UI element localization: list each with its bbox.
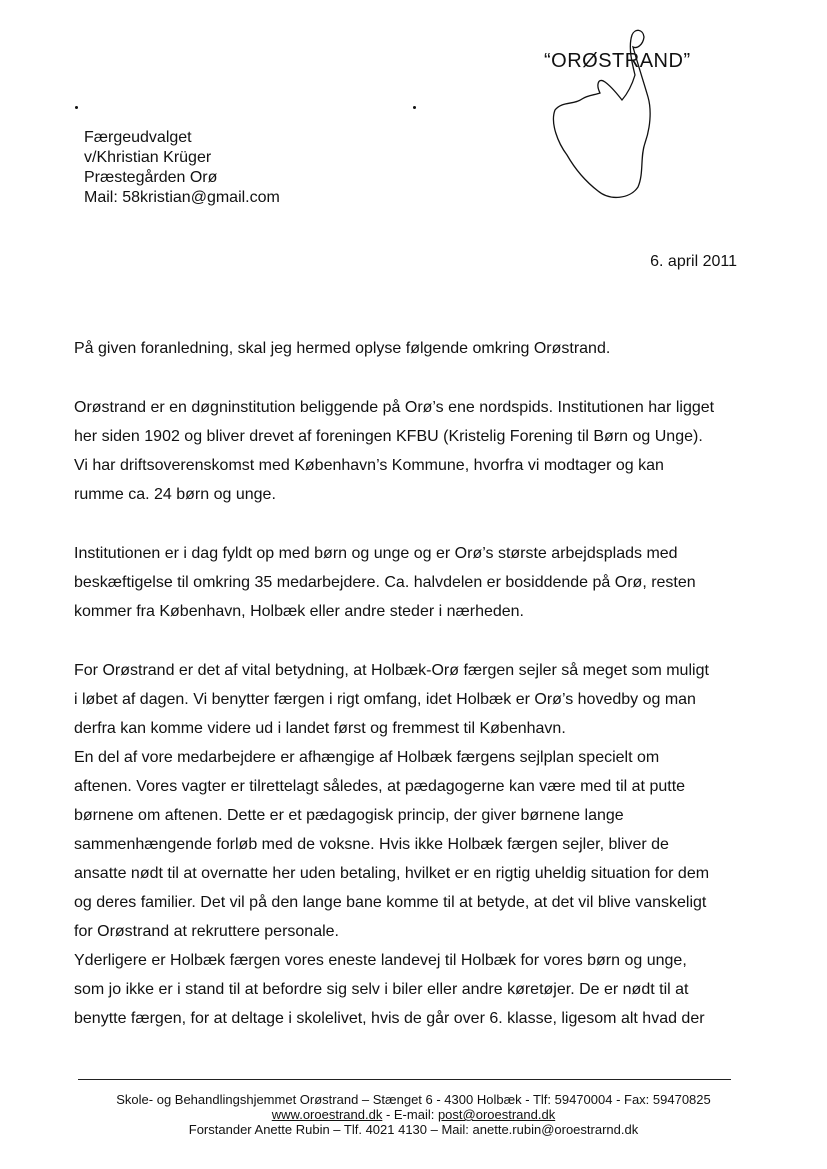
paragraph-workplace — [74, 539, 754, 626]
letter-footer — [40, 1092, 787, 1137]
text-line: for Orøstrand at rekruttere personale. — [74, 923, 339, 940]
text-line: Institutionen er i dag fyldt op med børn og unge og er Orø’s største arbejdsplads med — [74, 545, 678, 562]
text-line: rumme ca. 24 børn og unge. — [74, 486, 276, 503]
text-line: ansatte nødt til at overnatte her uden betaling, hvilket er en rigtig uheldig situation for dem — [74, 865, 710, 882]
text-line: På given foranledning, skal jeg hermed oplyse følgende omkring Orøstrand. — [74, 340, 611, 357]
text-line: benytte færgen, for at deltage i skolelivet, hvis de går over 6. klasse, ligesom alt hvad der — [74, 1010, 705, 1027]
website-link[interactable]: www.oroestrand.dk — [271, 1107, 383, 1122]
text-line: beskæftigelse til omkring 35 medarbejdere. Ca. halvdelen er bosiddende på Orø, resten — [74, 574, 696, 591]
letter-date: 6. april 2011 — [650, 253, 737, 270]
text-line: børnene om aftenen. Dette er et pædagogisk princip, der giver børnene lange — [74, 807, 624, 824]
text-line: aftenen. Vores vagter er tilrettelagt således, at pædagogerne kan være med til at putte — [74, 778, 686, 795]
text-line: Vi har driftsoverenskomst med København’s Kommune, hvorfra vi modtager og kan — [74, 457, 664, 474]
footer-contact — [40, 1107, 787, 1122]
recipient-line: Færgeudvalget — [84, 129, 192, 146]
recipient-line: Præstegården Orø — [84, 169, 218, 186]
text-line: her siden 1902 og bliver drevet af foreningen KFBU (Kristelig Forening til Børn og Unge). — [74, 428, 703, 445]
recipient-line: v/Khristian Krüger — [84, 149, 212, 166]
decorative-dot — [413, 106, 416, 109]
logo-text: “ORØSTRAND” — [544, 50, 691, 72]
letterhead-logo — [540, 25, 730, 210]
paragraph-institution — [74, 393, 754, 509]
footer-divider — [78, 1079, 731, 1080]
text-line: En del af vore medarbejdere er afhængige af Holbæk færgens sejlplan specielt om — [74, 749, 660, 766]
paragraph-ferry — [74, 656, 754, 1033]
text-line: Orøstrand er en døgninstitution beliggende på Orø’s ene nordspids. Institutionen har ligget — [74, 399, 715, 416]
text-line: og deres familier. Det vil på den lange bane komme til at betyde, at det vil blive vanskeligt — [74, 894, 707, 911]
text-line: sammenhængende forløb med de voksne. Hvis ikke Holbæk færgen sejler, bliver de — [74, 836, 669, 853]
recipient-email: Mail: 58kristian@gmail.com — [84, 189, 280, 206]
paragraph-intro — [74, 334, 754, 363]
text-line: som jo ikke er i stand til at befordre sig selv i biler eller andre køretøjer. De er nødt til at — [74, 981, 689, 998]
text-line: For Orøstrand er det af vital betydning, at Holbæk-Orø færgen sejler så meget som muligt — [74, 662, 709, 679]
email-label: - E-mail: — [382, 1107, 438, 1122]
text-line: i løbet af dagen. Vi benytter færgen i rigt omfang, idet Holbæk er Orø’s hovedby og man — [74, 691, 696, 708]
text-line: derfra kan komme videre ud i landet først og fremmest til København. — [74, 720, 566, 737]
decorative-dot — [75, 106, 78, 109]
text-line: Yderligere er Holbæk færgen vores eneste landevej til Holbæk for vores børn og unge, — [74, 952, 687, 969]
footer-address: Skole- og Behandlingshjemmet Orøstrand – Stænget 6 - 4300 Holbæk - Tlf: 59470004 - Fax: 59470825 — [116, 1092, 711, 1107]
text-line: kommer fra København, Holbæk eller andre steder i nærheden. — [74, 603, 524, 620]
letter-body — [74, 334, 754, 1033]
email-link[interactable]: post@oroestrand.dk — [437, 1107, 556, 1122]
footer-director: Forstander Anette Rubin – Tlf. 4021 4130 – Mail: anette.rubin@oroestrarnd.dk — [188, 1122, 639, 1137]
recipient-address — [84, 128, 280, 208]
